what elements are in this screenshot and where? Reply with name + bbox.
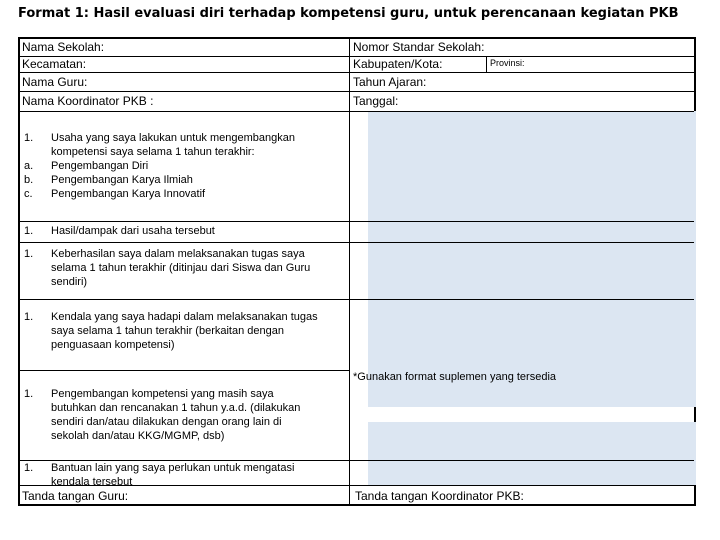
coordinator-name-label: Nama Koordinator PKB : <box>22 94 154 108</box>
section-3-text: selama 1 tahun terakhir (ditinjau dari Siswa dan Guru <box>51 262 311 274</box>
coordinator-signature-label: Tanda tangan Koordinator PKB: <box>355 489 524 503</box>
school-name-label: Nama Sekolah: <box>22 40 105 54</box>
item-letter: a. <box>24 160 34 172</box>
school-standard-number-label: Nomor Standar Sekolah: <box>353 40 485 54</box>
district-label: Kecamatan: <box>22 57 87 71</box>
section-6-text: Bantuan lain yang saya perlukan untuk mengatasi <box>51 462 295 474</box>
teacher-name-label: Nama Guru: <box>22 75 88 89</box>
section-2-text: Hasil/dampak dari usaha tersebut <box>51 225 215 237</box>
province-label: Provinsi: <box>490 58 525 68</box>
section-5-text: sendiri dan/atau dilakukan dengan orang lain di <box>51 416 282 428</box>
section-number: 1. <box>24 311 34 323</box>
section-4-text: saya selama 1 tahun terakhir (berkaitan dengan <box>51 325 284 337</box>
section-6-text: kendala tersebut <box>51 476 133 488</box>
section-4-text: Kendala yang saya hadapi dalam melaksanakan tugas <box>51 311 318 323</box>
section-3-text: sendiri) <box>51 276 88 288</box>
section-1-text: kompetensi saya selama 1 tahun terakhir: <box>51 146 255 158</box>
answer-area-upper[interactable] <box>368 111 696 407</box>
answer-area-support[interactable] <box>368 460 696 485</box>
teacher-signature-label: Tanda tangan Guru: <box>22 489 129 503</box>
section-number: 1. <box>24 462 34 474</box>
evaluation-form <box>18 37 696 506</box>
item-innovative-work: Pengembangan Karya Innovatif <box>51 188 206 200</box>
page-title: Format 1: Hasil evaluasi diri terhadap kompetensi guru, untuk perencanaan kegiatan PKB <box>18 6 679 21</box>
section-number: 1. <box>24 248 34 260</box>
section-4-text: penguasaan kompetensi) <box>51 339 175 351</box>
section-number: 1. <box>24 388 34 400</box>
item-letter: c. <box>24 188 33 200</box>
section-1-text: Usaha yang saya lakukan untuk mengembangkan <box>51 132 295 144</box>
date-label: Tanggal: <box>353 94 399 108</box>
item-letter: b. <box>24 174 34 186</box>
section-number: 1. <box>24 225 34 237</box>
section-5-text: sekolah dan/atau KKG/MGMP, dsb) <box>51 430 225 442</box>
item-self-development: Pengembangan Diri <box>51 160 149 172</box>
item-scientific-work: Pengembangan Karya Ilmiah <box>51 174 193 186</box>
supplement-note: *Gunakan format suplemen yang tersedia <box>353 371 557 383</box>
answer-area-needs[interactable] <box>368 422 696 460</box>
section-3-text: Keberhasilan saya dalam melaksanakan tugas saya <box>51 248 305 260</box>
academic-year-label: Tahun Ajaran: <box>353 75 427 89</box>
section-5-text: butuhkan dan rencanakan 1 tahun y.a.d. (dilakukan <box>51 402 301 414</box>
regency-label: Kabupaten/Kota: <box>353 57 443 71</box>
section-5-text: Pengembangan kompetensi yang masih saya <box>51 388 274 400</box>
section-number: 1. <box>24 132 34 144</box>
